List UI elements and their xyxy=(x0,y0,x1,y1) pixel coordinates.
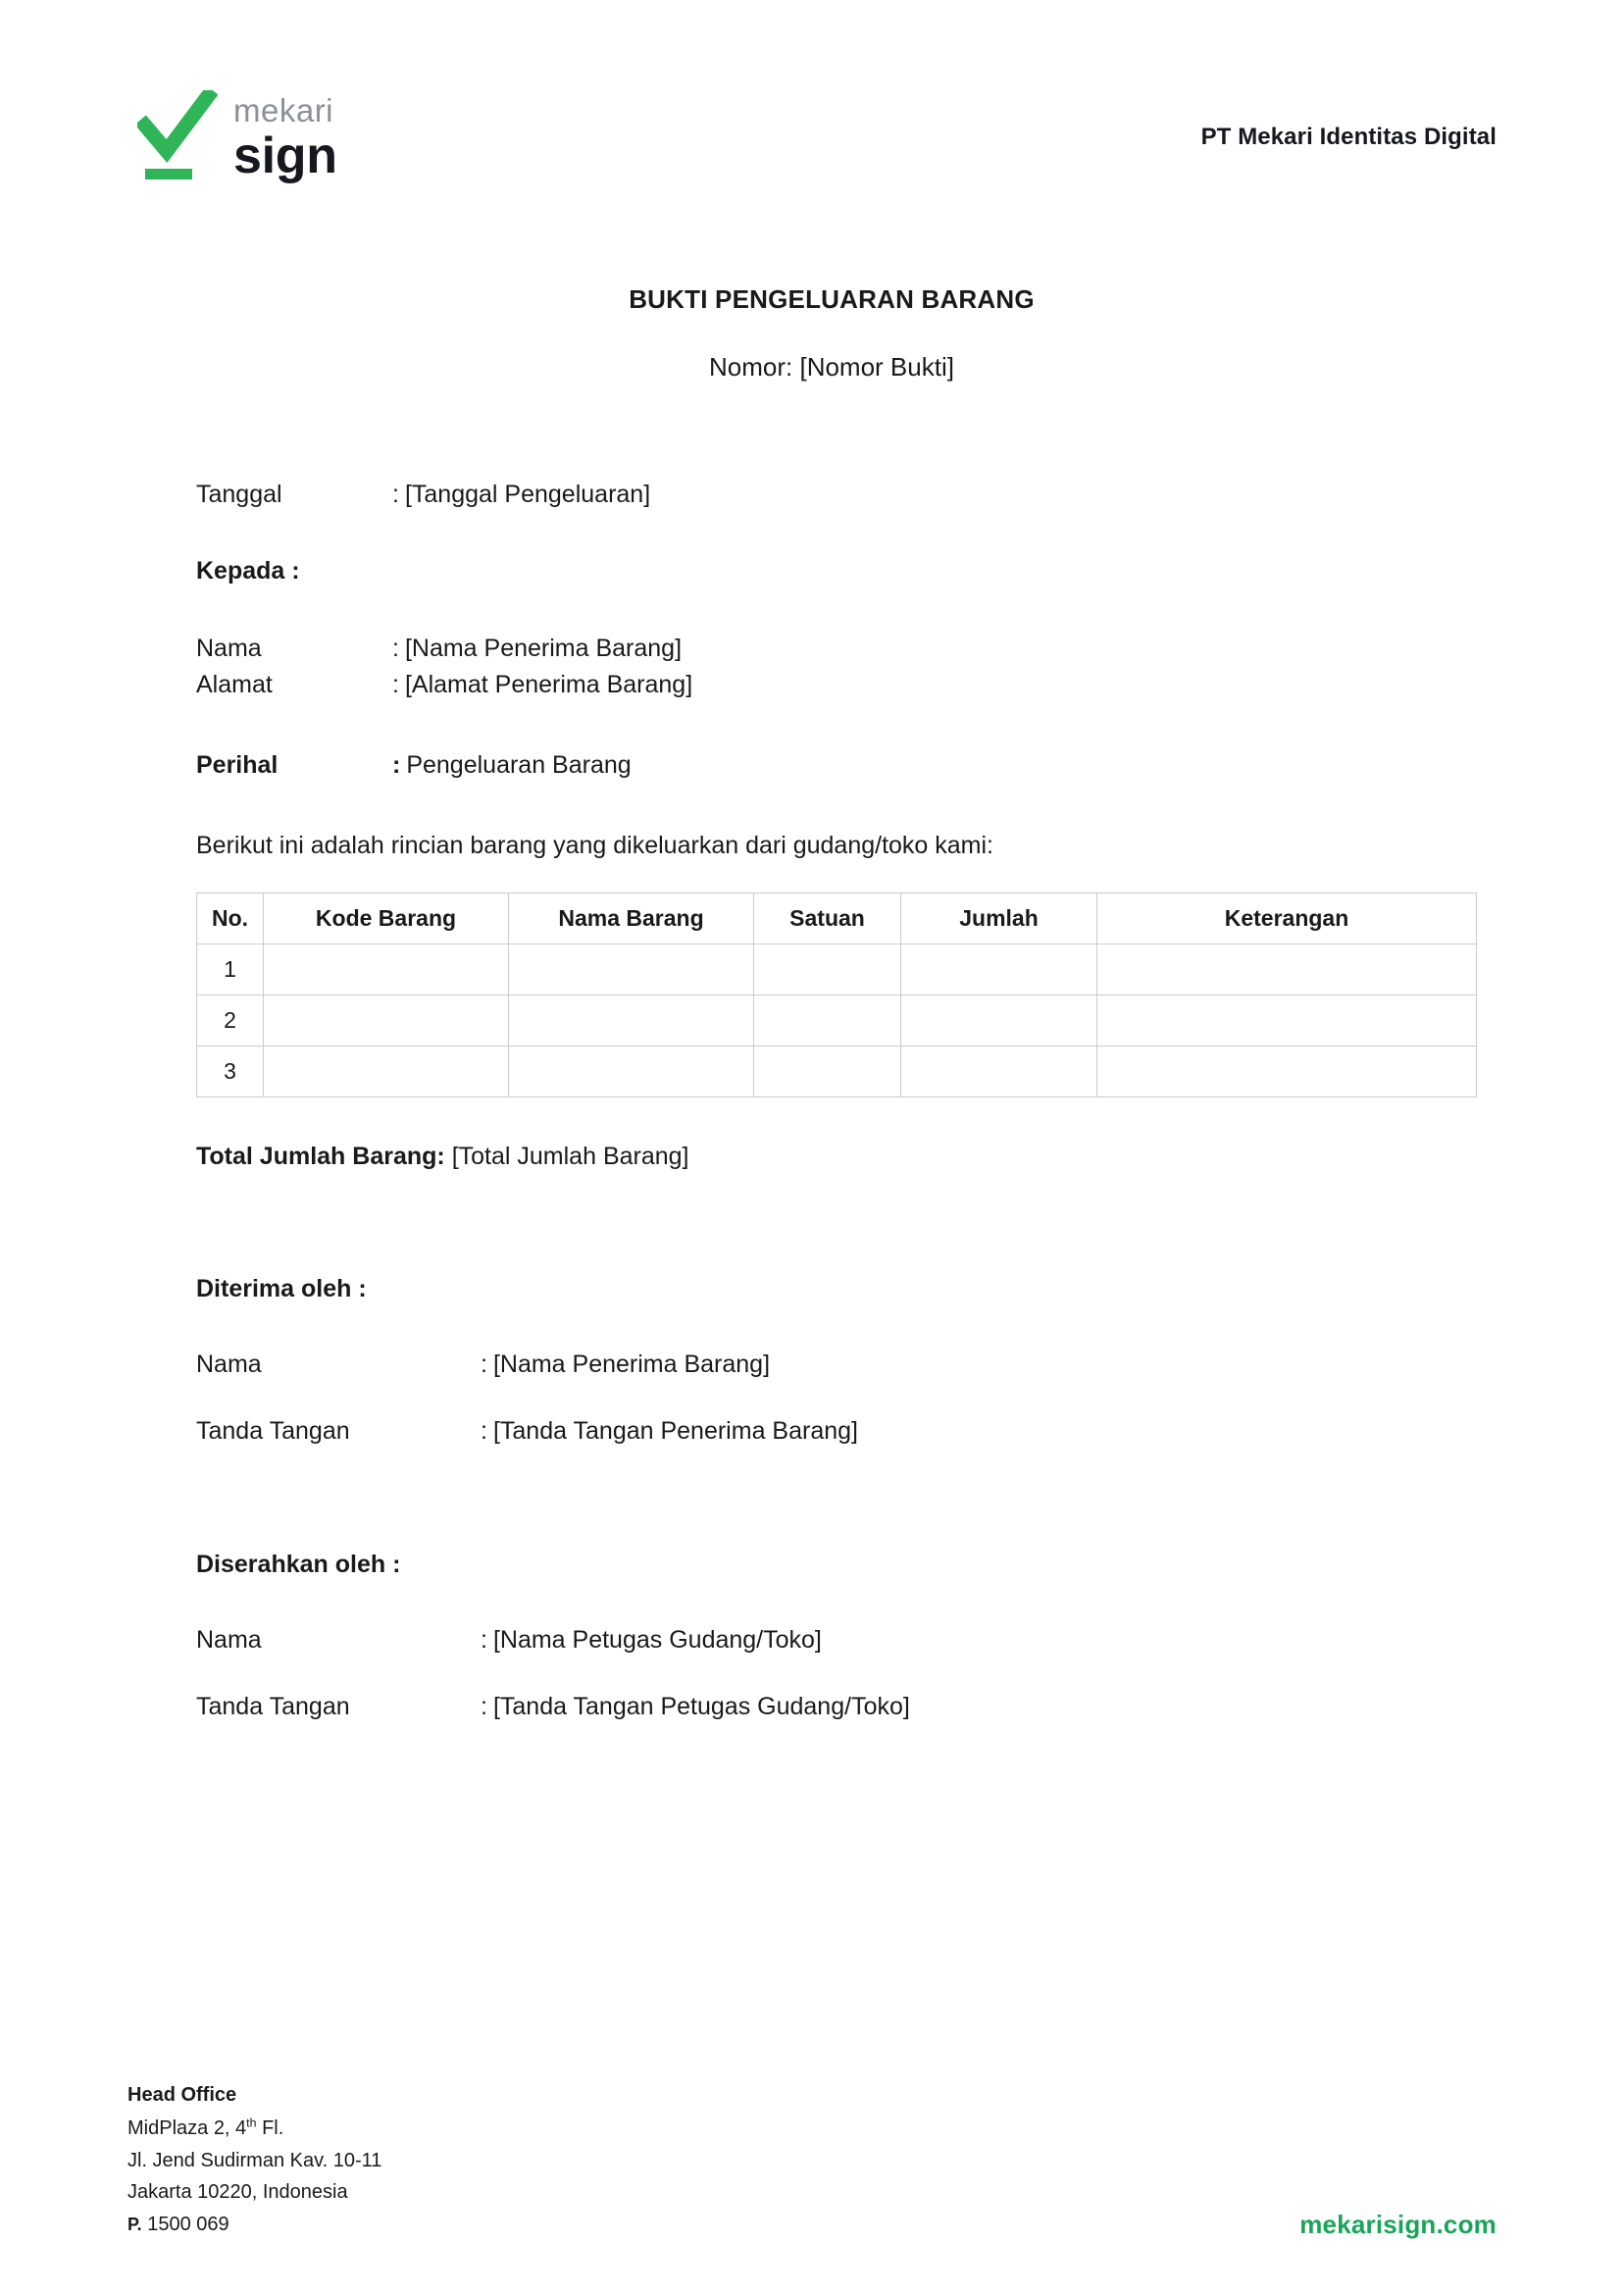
field-tanggal-text: [Tanggal Pengeluaran] xyxy=(404,481,651,508)
company-name: PT Mekari Identitas Digital xyxy=(1200,124,1497,150)
address-line1-pre: MidPlaza 2, 4 xyxy=(127,2117,247,2140)
field-diserahkan-nama-value xyxy=(481,1622,1477,1657)
footer-address-line1 xyxy=(127,2113,381,2144)
field-alamat xyxy=(196,667,1477,702)
field-diserahkan-nama-text: [Nama Petugas Gudang/Toko] xyxy=(492,1626,822,1654)
cell-satuan[interactable] xyxy=(754,994,901,1045)
field-diterima-nama-text: [Nama Penerima Barang] xyxy=(492,1350,771,1378)
cell-no: 2 xyxy=(197,994,264,1045)
field-diserahkan-nama-label: Nama xyxy=(196,1626,262,1654)
cell-kode[interactable] xyxy=(264,994,509,1045)
field-tanggal xyxy=(196,477,1477,512)
field-perihal-text: Pengeluaran Barang xyxy=(406,750,632,779)
total-value: [Total Jumlah Barang] xyxy=(451,1142,689,1170)
field-tanggal-label: Tanggal xyxy=(196,481,282,508)
document-body xyxy=(0,284,1624,1725)
items-table xyxy=(196,892,1477,1097)
footer-address-line2: Jl. Jend Sudirman Kav. 10-11 xyxy=(127,2149,382,2171)
heading-kepada: Kepada : xyxy=(196,557,300,586)
footer-website[interactable]: mekarisign.com xyxy=(1299,2210,1497,2239)
field-tanggal-value xyxy=(392,477,1477,512)
total-label: Total Jumlah Barang: xyxy=(196,1142,445,1170)
field-diterima-nama-value xyxy=(481,1347,1477,1382)
field-alamat-value xyxy=(392,667,1477,702)
footer-office-label: Head Office xyxy=(127,2084,237,2107)
col-header-no: No. xyxy=(197,892,264,943)
page-title: BUKTI PENGELUARAN BARANG xyxy=(629,284,1035,314)
field-diterima-ttd xyxy=(196,1413,1477,1449)
address-line1-post: Fl. xyxy=(256,2117,284,2140)
colon: : xyxy=(481,1350,487,1378)
field-nama-label: Nama xyxy=(196,635,262,663)
field-diterima-ttd-text: [Tanda Tangan Penerima Barang] xyxy=(492,1416,858,1445)
table-row xyxy=(197,994,1477,1045)
cell-satuan[interactable] xyxy=(754,943,901,994)
field-perihal-label: Perihal xyxy=(196,750,279,779)
heading-diserahkan-oleh: Diserahkan oleh : xyxy=(196,1551,401,1578)
intro-paragraph: Berikut ini adalah rincian barang yang dikeluarkan dari gudang/toko kami: xyxy=(196,832,994,859)
colon: : xyxy=(481,1693,487,1721)
cell-jumlah[interactable] xyxy=(901,943,1097,994)
col-header-keterangan: Keterangan xyxy=(1097,892,1477,943)
colon: : xyxy=(392,635,399,663)
items-table-body xyxy=(197,943,1477,1096)
items-table-head xyxy=(197,892,1477,943)
footer-address-block xyxy=(127,2079,381,2240)
field-nama-value xyxy=(392,631,1477,666)
cell-nama[interactable] xyxy=(509,1045,754,1096)
colon: : xyxy=(481,1416,487,1445)
footer-phone xyxy=(127,2209,381,2240)
field-diserahkan-ttd xyxy=(196,1689,1477,1724)
field-nama xyxy=(196,631,1477,666)
page-footer xyxy=(0,2079,1624,2240)
colon: : xyxy=(481,1626,487,1654)
address-line1-sup: th xyxy=(246,2116,257,2130)
col-header-jumlah: Jumlah xyxy=(901,892,1097,943)
table-row xyxy=(197,1045,1477,1096)
col-header-satuan: Satuan xyxy=(754,892,901,943)
field-diserahkan-ttd-value xyxy=(481,1689,1477,1724)
field-diterima-ttd-label: Tanda Tangan xyxy=(196,1416,350,1445)
footer-address-line3: Jakarta 10220, Indonesia xyxy=(127,2181,348,2204)
footer-phone-label: P. xyxy=(127,2214,142,2234)
field-diserahkan-ttd-text: [Tanda Tangan Petugas Gudang/Toko] xyxy=(492,1693,910,1721)
colon: : xyxy=(392,750,401,779)
total-jumlah-barang xyxy=(196,1143,1477,1171)
field-perihal xyxy=(196,747,1477,783)
cell-nama[interactable] xyxy=(509,943,754,994)
field-diserahkan-ttd-label: Tanda Tangan xyxy=(196,1693,350,1721)
cell-jumlah[interactable] xyxy=(901,994,1097,1045)
cell-satuan[interactable] xyxy=(754,1045,901,1096)
cell-keterangan[interactable] xyxy=(1097,1045,1477,1096)
mekari-sign-logo xyxy=(137,90,337,184)
cell-kode[interactable] xyxy=(264,1045,509,1096)
logo-word-sign: sign xyxy=(233,127,337,184)
field-diterima-nama-label: Nama xyxy=(196,1350,262,1378)
colon: : xyxy=(392,481,399,508)
cell-keterangan[interactable] xyxy=(1097,943,1477,994)
table-row xyxy=(197,943,1477,994)
colon: : xyxy=(392,670,399,698)
field-alamat-label: Alamat xyxy=(196,670,273,698)
logo-wordmark xyxy=(233,91,337,184)
cell-keterangan[interactable] xyxy=(1097,994,1477,1045)
cell-no: 3 xyxy=(197,1045,264,1096)
heading-diterima-oleh: Diterima oleh : xyxy=(196,1274,367,1302)
cell-kode[interactable] xyxy=(264,943,509,994)
field-nama-text: [Nama Penerima Barang] xyxy=(404,635,683,663)
col-header-nama-barang: Nama Barang xyxy=(509,892,754,943)
cell-no: 1 xyxy=(197,943,264,994)
green-check-icon xyxy=(137,90,218,184)
document-number: Nomor: [Nomor Bukti] xyxy=(709,352,954,382)
field-perihal-value xyxy=(392,747,1477,783)
field-diterima-ttd-value xyxy=(481,1413,1477,1449)
field-diterima-nama xyxy=(196,1347,1477,1382)
cell-nama[interactable] xyxy=(509,994,754,1045)
field-diserahkan-nama xyxy=(196,1622,1477,1657)
col-header-kode-barang: Kode Barang xyxy=(264,892,509,943)
table-header-row xyxy=(197,892,1477,943)
page-header xyxy=(0,74,1624,201)
footer-phone-value: 1500 069 xyxy=(147,2213,229,2235)
field-alamat-text: [Alamat Penerima Barang] xyxy=(404,670,693,698)
logo-word-mekari: mekari xyxy=(233,91,334,128)
cell-jumlah[interactable] xyxy=(901,1045,1097,1096)
